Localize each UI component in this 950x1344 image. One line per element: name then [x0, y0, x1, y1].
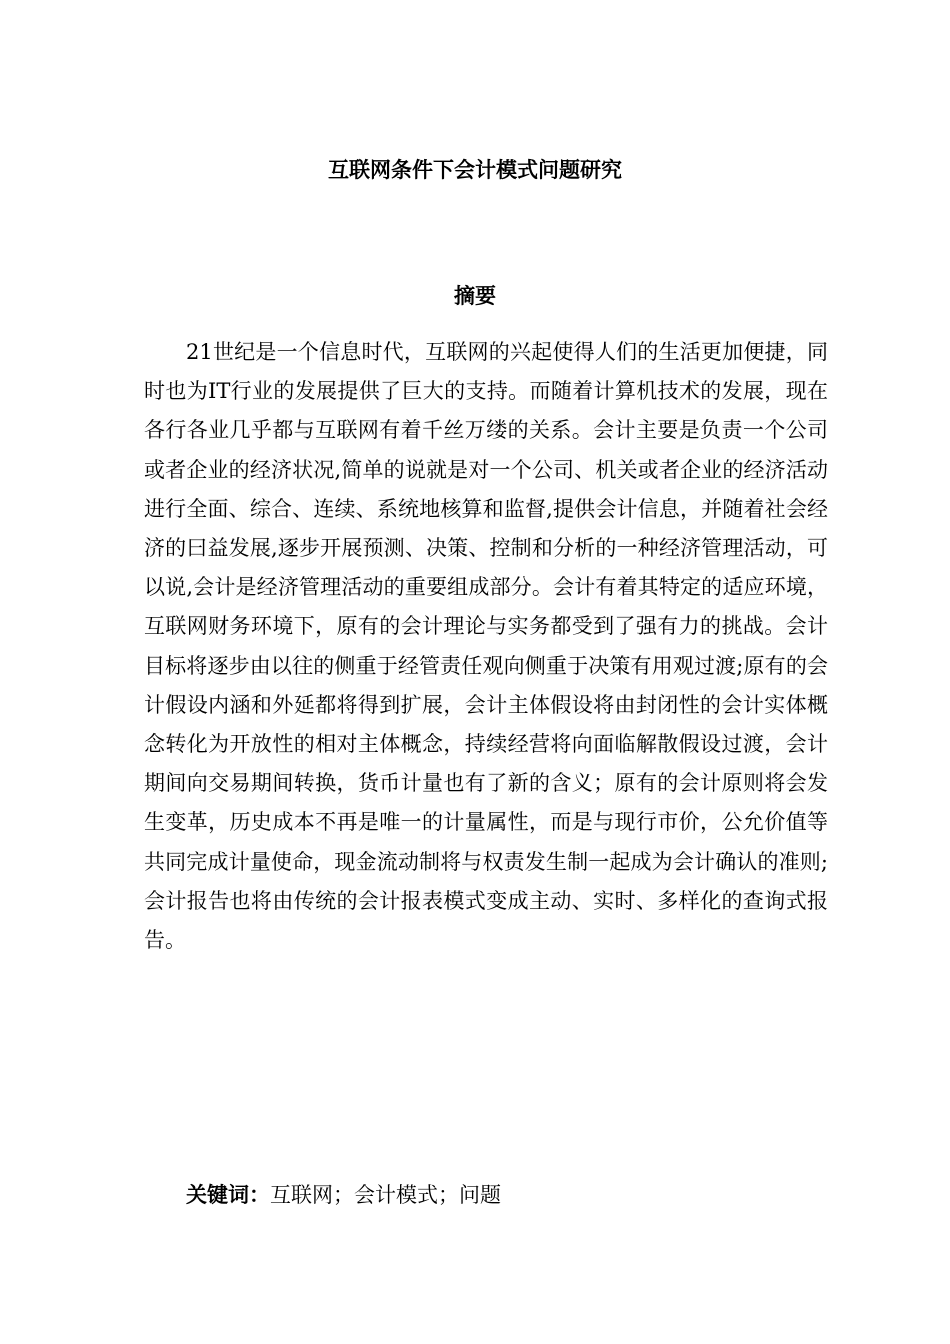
keywords-label: 关键词： [186, 1183, 270, 1207]
keywords-values: 互联网；会计模式；问题 [270, 1183, 501, 1207]
abstract-body: 21世纪是一个信息时代，互联网的兴起使得人们的生活更加便捷，同时也为IT行业的发展提供了巨大的支持。而随着计算机技术的发展，现在各行各业几乎都与互联网有着千丝万缕的关系。会计主要是负责一个公司或者企业的经济状况,简单的说就是对一个公司、机关或者企业的经济活动进行全面、综合、连续、系统地核算和监督,提供会计信息，并随着社会经济的曰益发展,逐步开展预测、决策、控制和分析的一种经济管理活动，可以说,会计是经济管理活动的重要组成部分。会计有着其特定的适应环境，互联网财务环境下，原有的会计理论与实务都受到了强有力的挑战。会计目标将逐步由以往的侧重于经管责任观向侧重于决策有用观过渡;原有的会计假设内涵和外延都将得到扩展，会计主体假设将由封闭性的会计实体概念转化为开放性的相对主体概念，持续经营将向面临解散假设过渡，会计期间向交易期间转换，货币计量也有了新的含义；原有的会计原则将会发生变革，历史成本不再是唯一的计量属性，而是与现行市价，公允价值等共同完成计量使命，现金流动制将与权责发生制一起成为会计确认的准则;会计报告也将由传统的会计报表模式变成主动、实时、多样化的查询式报告。 [144, 340, 828, 953]
keywords-line [144, 1177, 828, 1213]
abstract-heading: 摘要 [454, 284, 496, 308]
document-title: 互联网条件下会计模式问题研究 [328, 158, 622, 182]
